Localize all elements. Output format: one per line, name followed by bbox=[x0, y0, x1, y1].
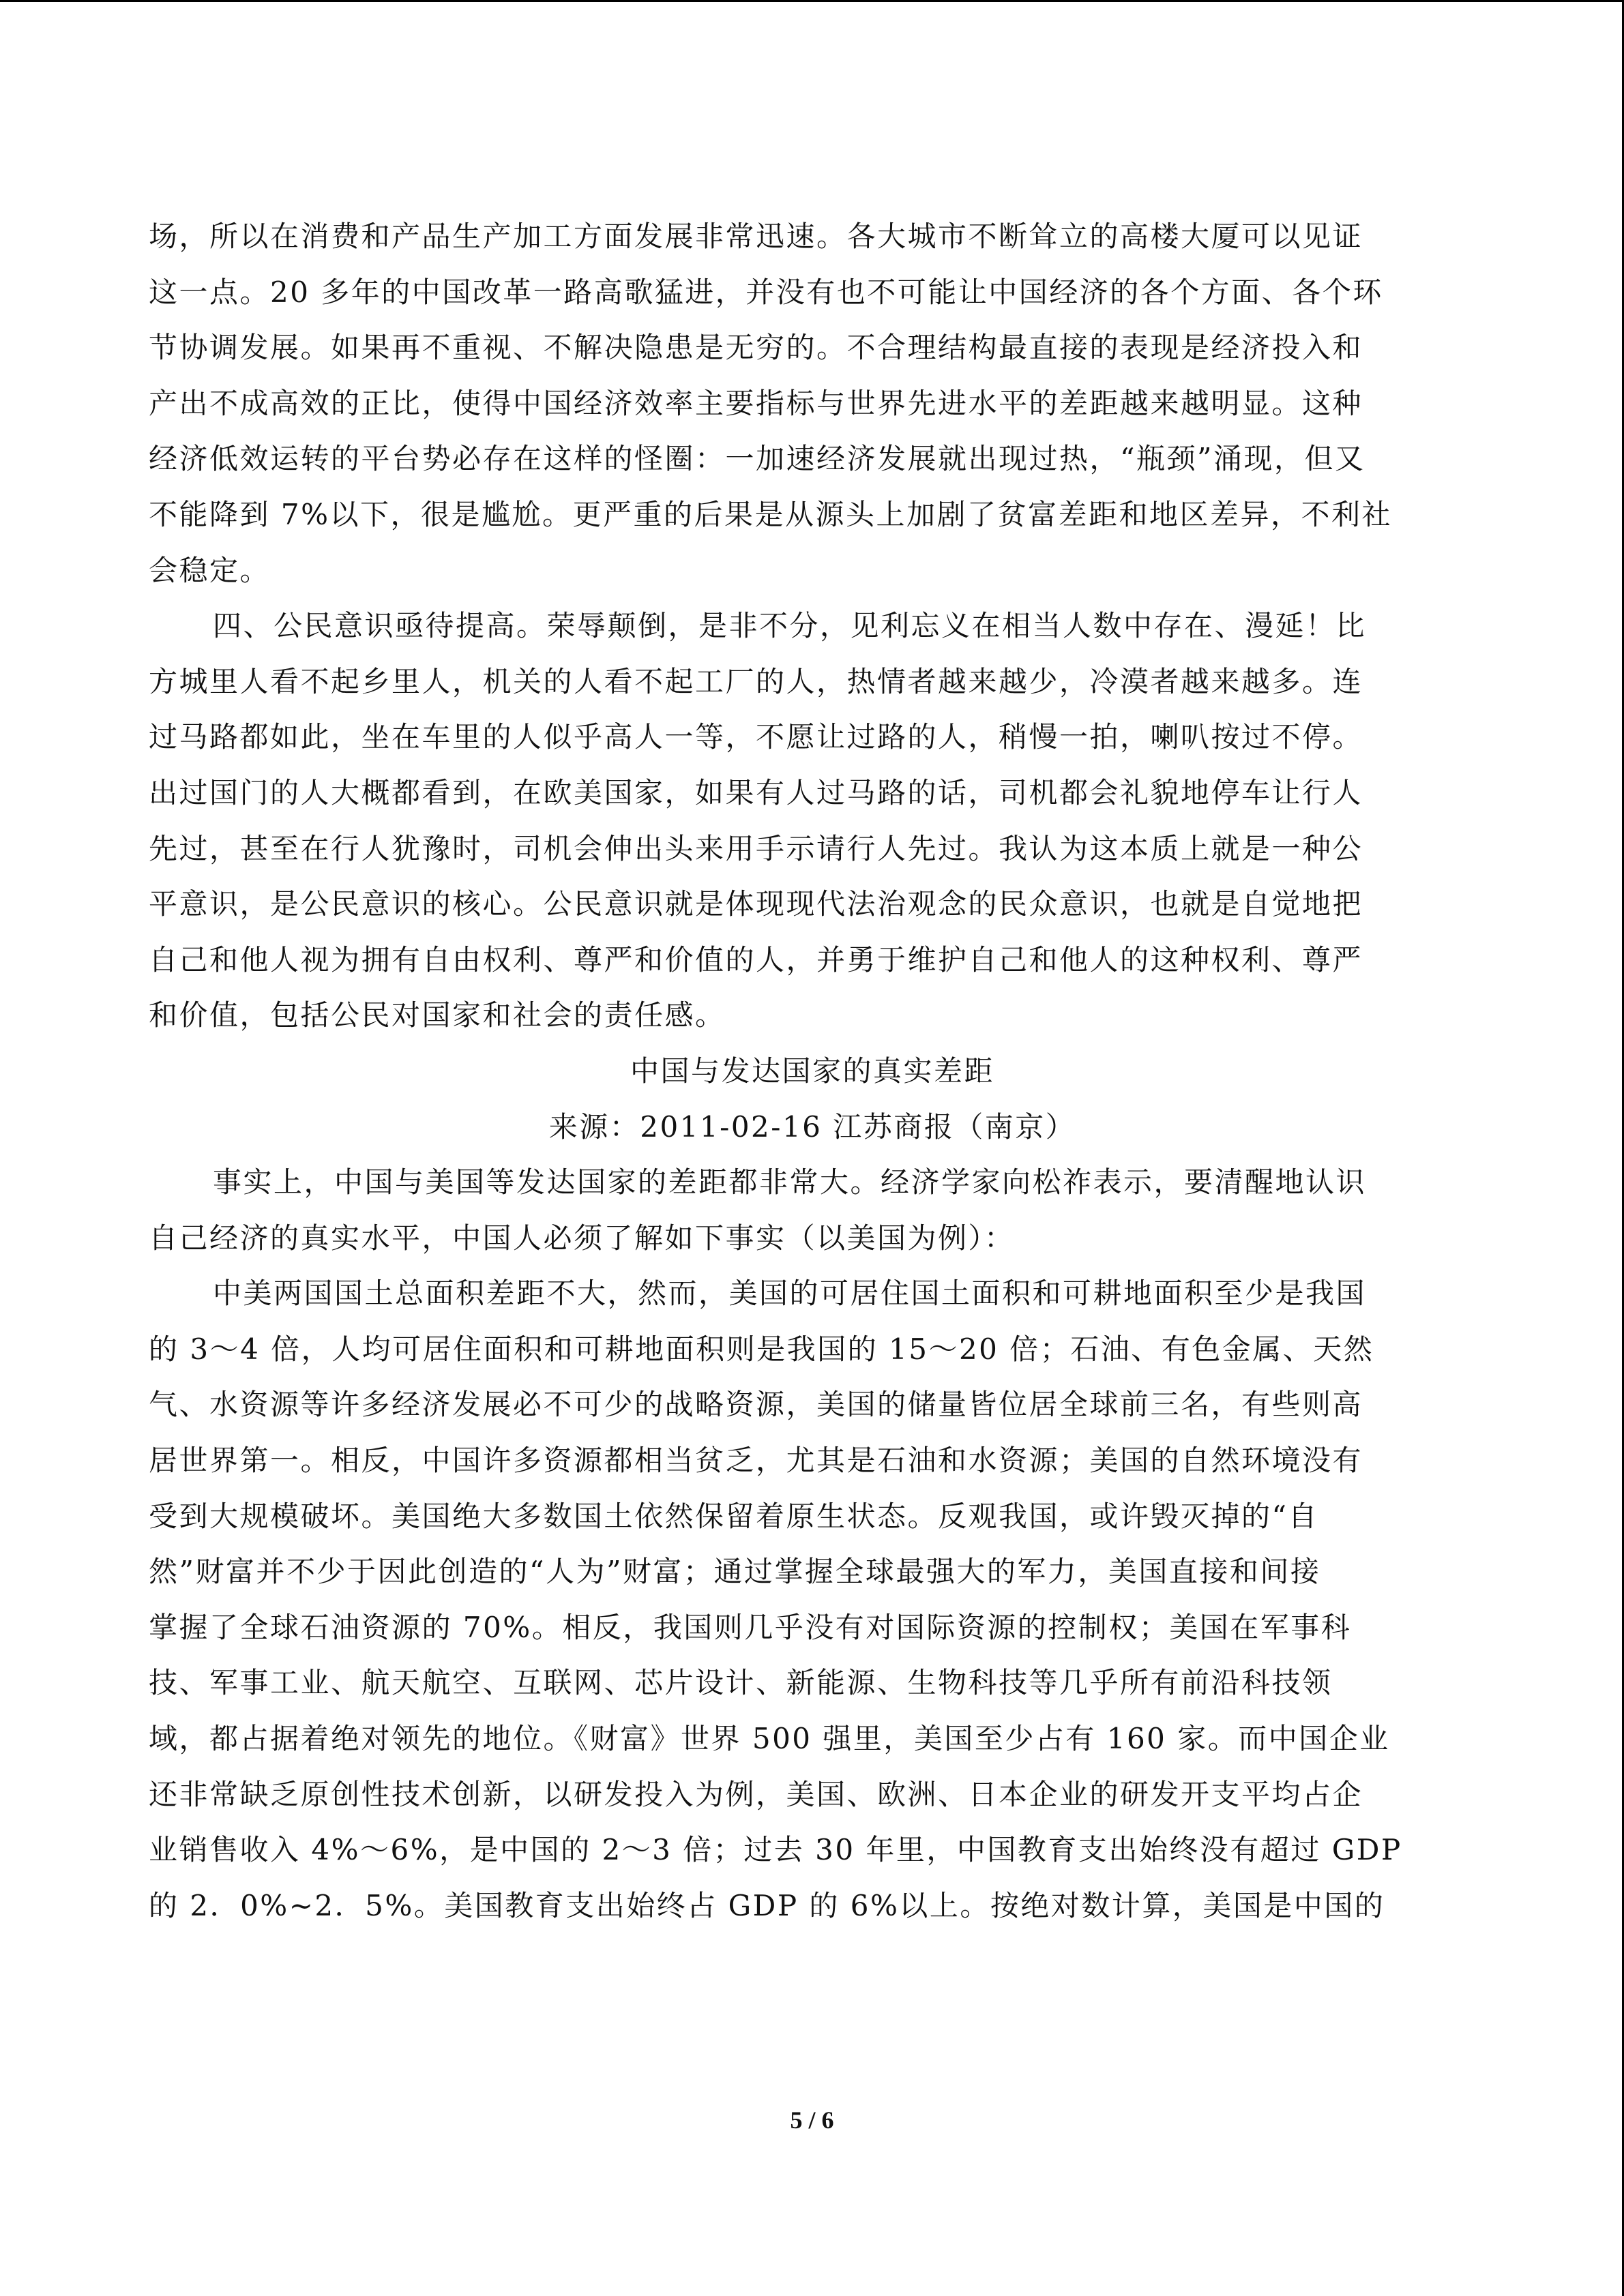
text-line: 会稳定。 bbox=[149, 553, 271, 587]
text-line: 不能降到 7%以下，很是尴尬。更严重的后果是从源头上加剧了贫富差距和地区差异，不利社 bbox=[149, 497, 1392, 531]
page-border-top bbox=[0, 0, 1624, 2]
text-line: 和价值，包括公民对国家和社会的责任感。 bbox=[149, 998, 726, 1032]
text-line: 事实上，中国与美国等发达国家的差距都非常大。经济学家向松祚表示，要清醒地认识 bbox=[213, 1165, 1367, 1199]
text-line: 节协调发展。如果再不重视、不解决隐患是无穷的。不合理结构最直接的表现是经济投入和 bbox=[149, 331, 1363, 365]
text-line: 业销售收入 4%～6%，是中国的 2～3 倍；过去 30 年里，中国教育支出始终没有超过 GDP bbox=[149, 1833, 1402, 1867]
text-line: 方城里人看不起乡里人，机关的人看不起工厂的人，热情者越来越少，冷漠者越来越多。连 bbox=[149, 664, 1363, 698]
text-line: 场，所以在消费和产品生产加工方面发展非常迅速。各大城市不断耸立的高楼大厦可以见证 bbox=[149, 220, 1363, 253]
text-line: 技、军事工业、航天航空、互联网、芯片设计、新能源、生物科技等几乎所有前沿科技领 bbox=[149, 1666, 1333, 1700]
text-line: 产出不成高效的正比，使得中国经济效率主要指标与世界先进水平的差距越来越明显。这种 bbox=[149, 386, 1363, 420]
text-line: 居世界第一。相反，中国许多资源都相当贫乏，尤其是石油和水资源；美国的自然环境没有 bbox=[149, 1444, 1363, 1478]
article-title: 中国与发达国家的真实差距 bbox=[630, 1054, 994, 1088]
text-line: 四、公民意识亟待提高。荣辱颠倒，是非不分，见利忘义在相当人数中存在、漫延！比 bbox=[213, 609, 1367, 643]
text-line: 气、水资源等许多经济发展必不可少的战略资源，美国的储量皆位居全球前三名，有些则高 bbox=[149, 1388, 1363, 1422]
text-line: 域，都占据着绝对领先的地位。《财富》世界 500 强里，美国至少占有 160 家。而中国企业 bbox=[149, 1722, 1390, 1756]
text-line: 出过国门的人大概都看到，在欧美国家，如果有人过马路的话，司机都会礼貌地停车让行人 bbox=[149, 775, 1363, 809]
text-line: 的 2．0%~2．5%。美国教育支出始终占 GDP 的 6%以上。按绝对数计算，美国是中国的 bbox=[149, 1888, 1385, 1922]
page-number: 5 / 6 bbox=[790, 2106, 834, 2134]
text-line: 自己经济的真实水平，中国人必须了解如下事实（以美国为例）： bbox=[149, 1221, 1015, 1255]
paragraph-4 bbox=[149, 1266, 1476, 1933]
text-line: 的 3～4 倍，人均可居住面积和可耕地面积则是我国的 15～20 倍；石油、有色金属、天然 bbox=[149, 1332, 1374, 1366]
text-line: 中美两国国土总面积差距不大，然而，美国的可居住国土面积和可耕地面积至少是我国 bbox=[213, 1277, 1367, 1311]
document-body bbox=[149, 209, 1476, 1933]
text-line: 自己和他人视为拥有自由权利、尊严和价值的人，并勇于维护自己和他人的这种权利、尊严 bbox=[149, 942, 1363, 976]
text-line: 受到大规模破坏。美国绝大多数国土依然保留着原生状态。反观我国，或许毁灭掉的“自 bbox=[149, 1499, 1318, 1533]
paragraph-2 bbox=[149, 598, 1476, 1043]
text-line: 然”财富并不少于因此创造的“人为”财富；通过掌握全球最强大的军力，美国直接和间接 bbox=[149, 1555, 1321, 1589]
text-line: 这一点。20 多年的中国改革一路高歌猛进，并没有也不可能让中国经济的各个方面、各个环 bbox=[149, 275, 1383, 309]
text-line: 经济低效运转的平台势必存在这样的怪圈：一加速经济发展就出现过热，“瓶颈”涌现，但又 bbox=[149, 442, 1365, 476]
paragraph-3 bbox=[149, 1154, 1476, 1266]
article-source: 来源：2011-02-16 江苏商报（南京） bbox=[548, 1109, 1076, 1144]
text-line: 掌握了全球石油资源的 70%。相反，我国则几乎没有对国际资源的控制权；美国在军事科 bbox=[149, 1610, 1352, 1644]
text-line: 还非常缺乏原创性技术创新，以研发投入为例，美国、欧洲、日本企业的研发开支平均占企 bbox=[149, 1777, 1363, 1811]
text-line: 过马路都如此，坐在车里的人似乎高人一等，不愿让过路的人，稍慢一拍，喇叭按过不停。 bbox=[149, 720, 1363, 754]
paragraph-1 bbox=[149, 209, 1476, 598]
text-line: 平意识，是公民意识的核心。公民意识就是体现现代法治观念的民众意识，也就是自觉地把 bbox=[149, 887, 1363, 921]
text-line: 先过，甚至在行人犹豫时，司机会伸出头来用手示请行人先过。我认为这本质上就是一种公 bbox=[149, 831, 1363, 865]
